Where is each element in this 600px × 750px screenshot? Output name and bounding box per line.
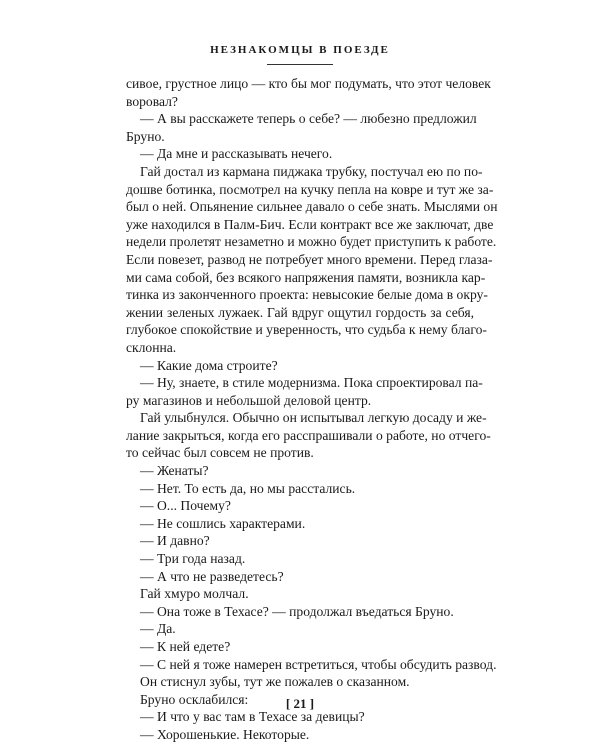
text-line: то сейчас был совсем не против. [126, 445, 314, 461]
text-line: Гай достал из кармана пиджака трубку, постучал ею по по- [140, 163, 483, 179]
text-line: тинка из законченного проекта: невысокие белые дома в окру- [126, 287, 488, 303]
text-line: — С ней я тоже намерен встретиться, чтобы обсудить развод. [140, 656, 497, 672]
text-line: — И давно? [140, 533, 210, 549]
text-line: Гай улыбнулся. Обычно он испытывал легкую досаду и же- [140, 410, 487, 426]
text-line: глубокое спокойствие и уверенность, что судьба к нему благо- [126, 322, 487, 338]
text-line: — Женаты? [140, 463, 209, 479]
text-line: Гай хмуро молчал. [140, 586, 249, 602]
text-line: Если повезет, развод не потребует много времени. Перед глаза- [126, 251, 493, 267]
header-rule [267, 64, 333, 65]
text-line: — Какие дома строите? [140, 357, 278, 373]
text-line: — Она тоже в Техасе? — продолжал въедаться Бруно. [140, 603, 454, 619]
text-line: ру магазинов и небольшой деловой центр. [126, 392, 372, 408]
text-line: — Три года назад. [140, 551, 246, 567]
text-line: лание закрыться, когда его расспрашивали о работе, но отчего- [126, 427, 491, 443]
running-header: НЕЗНАКОМЦЫ В ПОЕЗДЕ [210, 44, 390, 56]
text-line: ми сама собой, без всякого напряжения памяти, возникла кар- [126, 269, 486, 285]
text-line: недели пролетят незаметно и можно будет приступить к работе. [126, 234, 497, 250]
text-line: дошве ботинка, посмотрел на кучку пепла на ковре и тут же за- [126, 181, 494, 197]
text-line: Бруно осклабился: [140, 691, 249, 707]
text-line: — О... Почему? [140, 498, 231, 514]
text-line: — И что у вас там в Техасе за девицы? [140, 709, 365, 725]
text-line: воровал? [126, 93, 178, 109]
text-line: Он стиснул зубы, тут же пожалев о сказанном. [140, 674, 410, 690]
body-text [126, 75, 498, 744]
text-line: уже находился в Палм-Бич. Если контракт все же заключат, две [126, 216, 494, 232]
text-line: жении зеленых лужаек. Гай вдруг ощутил гордость за себя, [126, 304, 474, 320]
text-line: — Нет. То есть да, но мы расстались. [140, 480, 356, 496]
text-line: — К ней едете? [140, 639, 231, 654]
text-line: Бруно. [126, 128, 165, 144]
text-line: был о ней. Опьянение сильнее давало о себе знать. Мыслями он [126, 199, 498, 215]
text-line: — Ну, знаете, в стиле модернизма. Пока спроектировал па- [140, 375, 483, 391]
text-line: — А вы расскажете теперь о себе? — любезно предложил [140, 111, 477, 127]
text-line: — Да мне и рассказывать нечего. [140, 146, 333, 162]
text-line: склонна. [126, 339, 177, 355]
text-line: — Да. [140, 621, 176, 637]
text-line: — А что не разведетесь? [140, 568, 284, 584]
text-line: — Хорошенькие. Некоторые. [140, 726, 310, 742]
page-number: [ 21 ] [285, 696, 315, 711]
text-line: — Не сошлись характерами. [140, 515, 306, 531]
text-line: сивое, грустное лицо — кто бы мог подумать, что этот человек [126, 76, 491, 91]
